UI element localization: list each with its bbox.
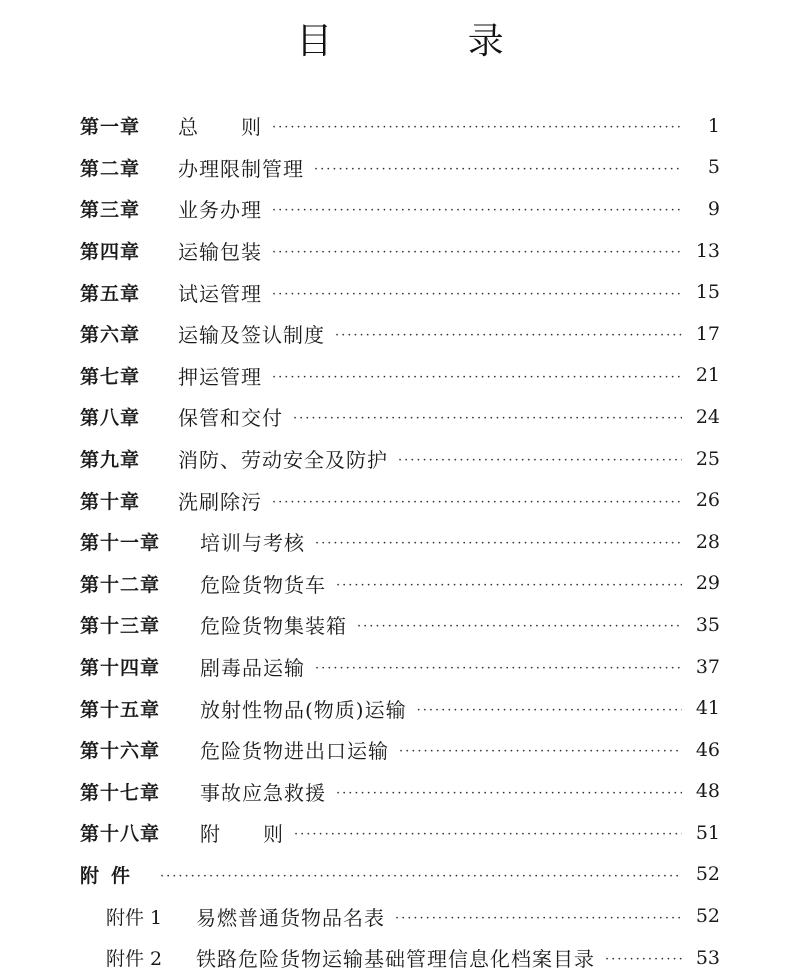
page-number: 48 [695, 780, 720, 803]
chapter-number: 第六章 [80, 324, 141, 347]
chapter-title: 总 则 [178, 115, 262, 140]
chapter-number: 第十六章 [80, 740, 161, 763]
dot-leader [335, 328, 682, 343]
toc-entry-4[interactable] [80, 230, 720, 272]
page-number: 41 [695, 697, 720, 720]
chapter-number: 第七章 [80, 365, 141, 388]
chapter-number: 第八章 [80, 407, 141, 430]
chapter-number: 第十七章 [80, 781, 161, 804]
chapter-title: 危险货物货车 [200, 572, 326, 597]
page-number: 37 [695, 655, 720, 678]
dot-leader [293, 411, 682, 426]
dot-leader [315, 536, 682, 551]
chapter-title: 运输及签认制度 [178, 323, 325, 348]
dot-leader [294, 827, 682, 842]
page-number: 52 [695, 905, 720, 928]
chapter-title: 危险货物进出口运输 [200, 739, 389, 764]
chapter-number: 第十章 [80, 490, 141, 513]
chapter-number: 第九章 [80, 449, 141, 472]
dot-leader [399, 744, 682, 759]
chapter-title: 剧毒品运输 [200, 656, 305, 681]
toc-entry-12[interactable] [80, 563, 720, 605]
toc-entry-annex-2[interactable] [80, 937, 720, 979]
toc-entry-11[interactable] [80, 521, 720, 563]
chapter-number: 第十一章 [80, 532, 161, 555]
toc-entry-15[interactable] [80, 687, 720, 729]
toc-entry-13[interactable] [80, 604, 720, 646]
dot-leader [357, 619, 682, 634]
toc-entry-annex[interactable] [80, 854, 720, 896]
chapter-title: 业务办理 [178, 198, 262, 223]
page-number: 28 [695, 530, 720, 553]
chapter-title: 危险货物集装箱 [200, 614, 347, 639]
chapter-title: 培训与考核 [200, 531, 305, 556]
toc-entry-7[interactable] [80, 355, 720, 397]
dot-leader [398, 453, 682, 468]
toc-entry-annex-1[interactable] [80, 895, 720, 937]
page-title: 目 录 [296, 21, 566, 62]
dot-leader [314, 162, 682, 177]
table-of-contents [80, 105, 720, 978]
page-number: 26 [695, 489, 720, 512]
annex-number: 附件 2 [106, 948, 163, 971]
chapter-title: 办理限制管理 [178, 156, 304, 181]
chapter-number: 第十八章 [80, 823, 161, 846]
page-number: 9 [707, 197, 720, 220]
annex-label: 附件 [80, 864, 143, 887]
page-number: 29 [695, 572, 720, 595]
page-number: 46 [695, 738, 720, 761]
toc-entry-9[interactable] [80, 438, 720, 480]
toc-entry-18[interactable] [80, 812, 720, 854]
toc-entry-17[interactable] [80, 771, 720, 813]
dot-leader [272, 245, 682, 260]
toc-entry-2[interactable] [80, 147, 720, 189]
dot-leader [336, 578, 682, 593]
chapter-title: 押运管理 [178, 364, 262, 389]
chapter-title: 消防、劳动安全及防护 [178, 448, 388, 473]
chapter-number: 第四章 [80, 241, 141, 264]
dot-leader [272, 120, 682, 135]
toc-entry-8[interactable] [80, 396, 720, 438]
chapter-title: 放射性物品(物质)运输 [200, 697, 407, 722]
dot-leader [417, 703, 682, 718]
page-number: 35 [695, 613, 720, 636]
toc-entry-16[interactable] [80, 729, 720, 771]
toc-entry-6[interactable] [80, 313, 720, 355]
chapter-number: 第三章 [80, 199, 141, 222]
page-number: 13 [695, 239, 720, 262]
annex-title: 铁路危险货物运输基础管理信息化档案目录 [196, 947, 595, 972]
chapter-number: 第二章 [80, 157, 141, 180]
annex-number: 附件 1 [106, 906, 163, 929]
chapter-title: 事故应急救援 [200, 780, 326, 805]
dot-leader [272, 287, 682, 302]
annex-title: 易燃普通货物品名表 [196, 905, 385, 930]
page-number: 1 [707, 114, 720, 137]
dot-leader [272, 495, 682, 510]
page-number: 53 [695, 946, 720, 969]
chapter-title: 附 则 [200, 822, 284, 847]
chapter-title: 洗刷除污 [178, 489, 262, 514]
chapter-number: 第一章 [80, 116, 141, 139]
dot-leader [272, 203, 682, 218]
page-number: 21 [695, 364, 720, 387]
toc-entry-5[interactable] [80, 271, 720, 313]
chapter-number: 第十三章 [80, 615, 161, 638]
dot-leader [160, 869, 682, 884]
toc-entry-14[interactable] [80, 646, 720, 688]
page-number: 25 [695, 447, 720, 470]
toc-entry-10[interactable] [80, 479, 720, 521]
chapter-number: 第五章 [80, 282, 141, 305]
chapter-title: 运输包装 [178, 240, 262, 265]
page-number: 17 [695, 322, 720, 345]
page-number: 5 [707, 156, 720, 179]
page-number: 15 [695, 281, 720, 304]
dot-leader [272, 370, 682, 385]
page-number: 24 [695, 405, 720, 428]
page-number: 51 [695, 821, 720, 844]
chapter-number: 第十二章 [80, 573, 161, 596]
dot-leader [336, 786, 682, 801]
dot-leader [605, 952, 682, 967]
toc-entry-1[interactable] [80, 105, 720, 147]
dot-leader [395, 911, 682, 926]
dot-leader [315, 661, 682, 676]
chapter-title: 试运管理 [178, 281, 262, 306]
chapter-number: 第十五章 [80, 698, 161, 721]
toc-entry-3[interactable] [80, 188, 720, 230]
page-number: 52 [695, 863, 720, 886]
chapter-number: 第十四章 [80, 657, 161, 680]
chapter-title: 保管和交付 [178, 406, 283, 431]
